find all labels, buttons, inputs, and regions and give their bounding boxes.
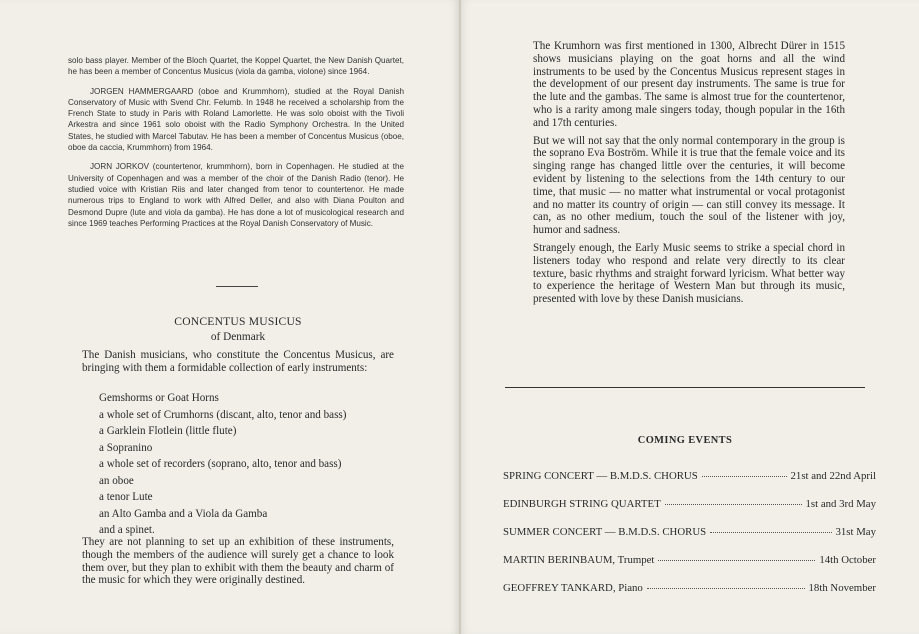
- event-row: [503, 582, 876, 610]
- concentus-intro: [82, 349, 394, 375]
- event-date: 31st May: [835, 526, 876, 538]
- dot-leader: [647, 588, 805, 589]
- instrument-item: an oboe: [99, 474, 134, 487]
- instrument-item: and a spinet.: [99, 524, 155, 536]
- event-name: SPRING CONCERT — B.M.D.S. CHORUS: [503, 470, 698, 482]
- dot-leader: [665, 504, 802, 505]
- event-date: 18th November: [808, 582, 876, 594]
- event-name: SUMMER CONCERT — B.M.D.S. CHORUS: [503, 526, 707, 538]
- instrument-item: a Garklein Flotlein (little flute): [99, 425, 237, 437]
- event-row: [503, 470, 876, 498]
- instrument-item: a whole set of Crumhorns (discant, alto, tenor and bass): [99, 408, 347, 421]
- event-row: [503, 498, 876, 526]
- musician-bios: [68, 55, 404, 237]
- coming-events-title: COMING EVENTS: [637, 435, 733, 446]
- intro-paragraph: The Danish musicians, who constitute the Concentus Musicus, are bringing with them a formidable collection of early instruments:: [82, 349, 394, 374]
- dot-leader: [658, 560, 815, 561]
- concentus-subtitle: of Denmark: [210, 331, 266, 343]
- instrument-list: [99, 390, 399, 539]
- horizontal-rule: [505, 387, 865, 388]
- instrument-item: a Sopranino: [99, 441, 153, 454]
- dot-leader: [702, 476, 787, 477]
- concentus-outro: [82, 536, 394, 587]
- instrument-item: a tenor Lute: [99, 491, 153, 503]
- event-name: GEOFFREY TANKARD, Piano: [503, 582, 643, 594]
- event-name: EDINBURGH STRING QUARTET: [503, 498, 661, 510]
- dot-leader: [710, 532, 831, 533]
- event-row: [503, 526, 876, 554]
- instrument-item: Gemshorms or Goat Horns: [99, 392, 219, 404]
- event-date: 21st and 22nd April: [790, 470, 876, 482]
- event-date: 14th October: [819, 554, 876, 566]
- bio-paragraph: JORN JORKOV (countertenor, krummhorn), born in Copenhagen. He studied at the University of Copenhagen and was a member of the choir of the Danish Radio (tenor). He studied voice with Kristian Riis and later changed from tenor to countertenor. He made numerous trips to England to work with Alfred Deller, and also with Diana Poulton and Desmond Dupre (lute and viola da gamba). He has done a lot of musicological research and since 1969 teaches Performing Practices at the Royal Danish Conservatory of Music.: [68, 162, 404, 228]
- instrument-item: a whole set of recorders (soprano, alto, tenor and bass): [99, 458, 342, 470]
- bio-paragraph: JORGEN HAMMERGAARD (oboe and Krummhorn), studied at the Royal Danish Conservatory of Music with Svend Chr. Felumb. In 1948 he received a scholarship from the French State to study in Paris with Roland Lamorlette. He was solo oboist with the Tivoli Arkestra and since 1961 solo oboist with the Radio Symphony Orchestra. In the United States, he studied with Marcel Tabutav. He has been a member of Concentus Musicus (oboe, oboe da caccia, Krummhorn) from 1964.: [68, 86, 404, 153]
- event-row: [503, 554, 876, 582]
- instrument-item: an Alto Gamba and a Viola da Gamba: [99, 507, 268, 520]
- event-date: 1st and 3rd May: [805, 498, 876, 510]
- right-page-text: [533, 40, 845, 311]
- bio-paragraph: solo bass player. Member of the Bloch Quartet, the Koppel Quartet, the New Danish Quartet, he has been a member of Concentus Musicus (viola da gamba, violone) since 1964.: [68, 56, 404, 77]
- text-paragraph: The Krumhorn was first mentioned in 1300, Albrecht Dürer in 1515 shows musicians playing on the goat horns and all the wind instruments to be used by the Concentus Musicus represent stages in the development of our present day instruments. The same is true for the lute and the gambas. The same is almost true for the countertenor, who is a rarity among male singers today, though popular in the 16th and 17th centuries.: [533, 40, 845, 129]
- outro-paragraph: They are not planning to set up an exhibition of these instruments, though the members of the audience will surely get a chance to look them over, but they plan to exhibit with them the beauty and charm of the music for which they were originally destined.: [82, 536, 394, 587]
- text-paragraph: Strangely enough, the Early Music seems to strike a special chord in listeners today who respond and relate very directly to its clear texture, basic rhythms and straight forward lyricism. What better way to experience the heritage of Western Man but through its music, presented with love by these Danish musicians.: [533, 241, 845, 306]
- event-name: MARTIN BERINBAUM, Trumpet: [503, 554, 655, 566]
- concentus-title: CONCENTUS MUSICUS: [174, 315, 302, 328]
- text-paragraph: But we will not say that the only normal contemporary in the group is the soprano Eva Boström. While it is true that the female voice and its singing range has changed little over the centuries, it will become evident by listening to the selections from the 14th century to our time, that music — no matter what instrumental or vocal protagonist and no matter its country of origin — can still convey its message. It can, as no other medium, touch the soul of the listener with joy, humor and sadness.: [533, 134, 845, 237]
- section-divider: [216, 286, 258, 287]
- events-list: [503, 470, 876, 610]
